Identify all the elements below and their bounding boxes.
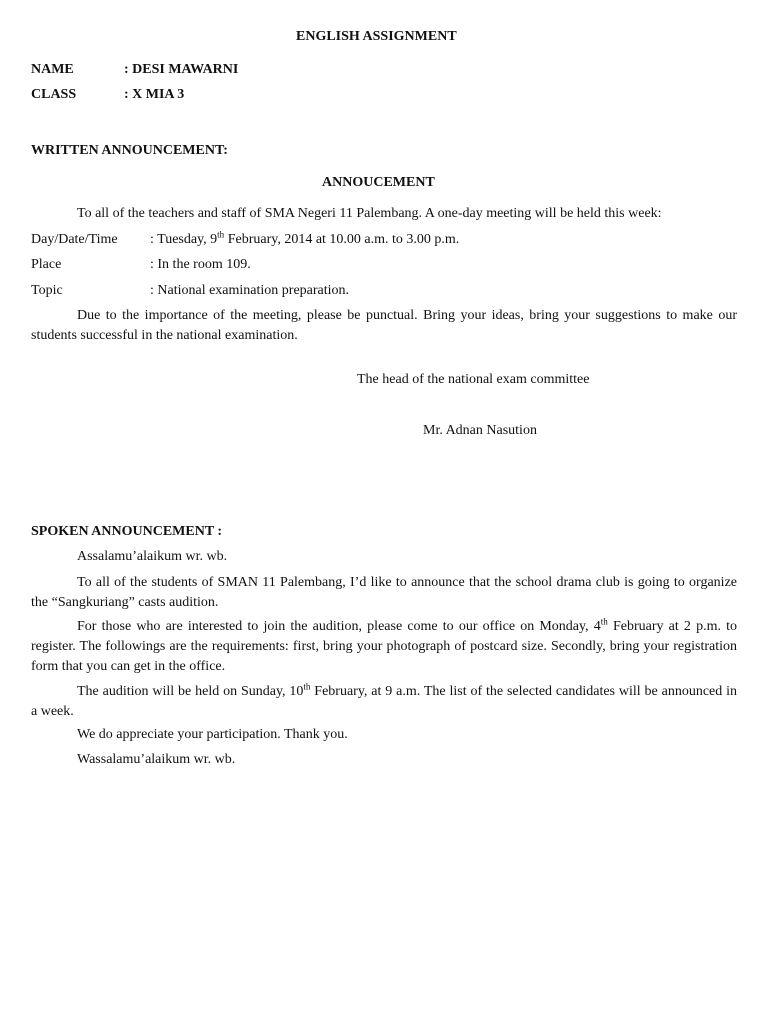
class-label: CLASS bbox=[31, 87, 77, 102]
spoken-paragraph-1: To all of the students of SMAN 11 Palembang, I’d like to announce that the school drama club is going to organize the “Sangkuriang” casts audition. bbox=[31, 575, 737, 610]
topic-label: Topic bbox=[31, 283, 63, 298]
topic-value: : National examination preparation. bbox=[150, 283, 350, 298]
written-body: Due to the importance of the meeting, please be punctual. Bring your ideas, bring your suggestions to make our students successful in the national examination. bbox=[31, 308, 737, 343]
signature-title: The head of the national exam committee bbox=[357, 372, 590, 387]
name-value: : DESI MAWARNI bbox=[124, 62, 239, 77]
spoken-heading: SPOKEN ANNOUNCEMENT : bbox=[31, 524, 223, 539]
spoken-closing: Wassalamu’alaikum wr. wb. bbox=[77, 752, 236, 767]
place-value: : In the room 109. bbox=[150, 257, 251, 272]
spoken-thanks: We do appreciate your participation. Thank you. bbox=[77, 727, 348, 742]
day-value: : Tuesday, 9th February, 2014 at 10.00 a.m. to 3.00 p.m. bbox=[150, 229, 460, 247]
document-title: ENGLISH ASSIGNMENT bbox=[296, 29, 457, 44]
name-label: NAME bbox=[31, 62, 74, 77]
place-label: Place bbox=[31, 257, 62, 272]
announcement-title: ANNOUCEMENT bbox=[322, 175, 435, 190]
spoken-paragraph-3: The audition will be held on Sunday, 10th February, at 9 a.m. The list of the selected candidates will be announced in a week. bbox=[31, 681, 738, 719]
signature-name: Mr. Adnan Nasution bbox=[423, 423, 537, 438]
class-value: : X MIA 3 bbox=[124, 87, 185, 102]
spoken-greeting: Assalamu’alaikum wr. wb. bbox=[77, 549, 228, 564]
written-intro: To all of the teachers and staff of SMA Negeri 11 Palembang. A one-day meeting will be held this week: bbox=[77, 206, 662, 221]
written-heading: WRITTEN ANNOUNCEMENT: bbox=[31, 143, 228, 158]
spoken-paragraph-2: For those who are interested to join the audition, please come to our office on Monday, 4th February at 2 p.m. to register. The followings are the requirements: first, bring your photograph of postcard size. Secondly, bring your registration form that you can get in the office. bbox=[31, 616, 737, 674]
day-label: Day/Date/Time bbox=[31, 232, 118, 247]
